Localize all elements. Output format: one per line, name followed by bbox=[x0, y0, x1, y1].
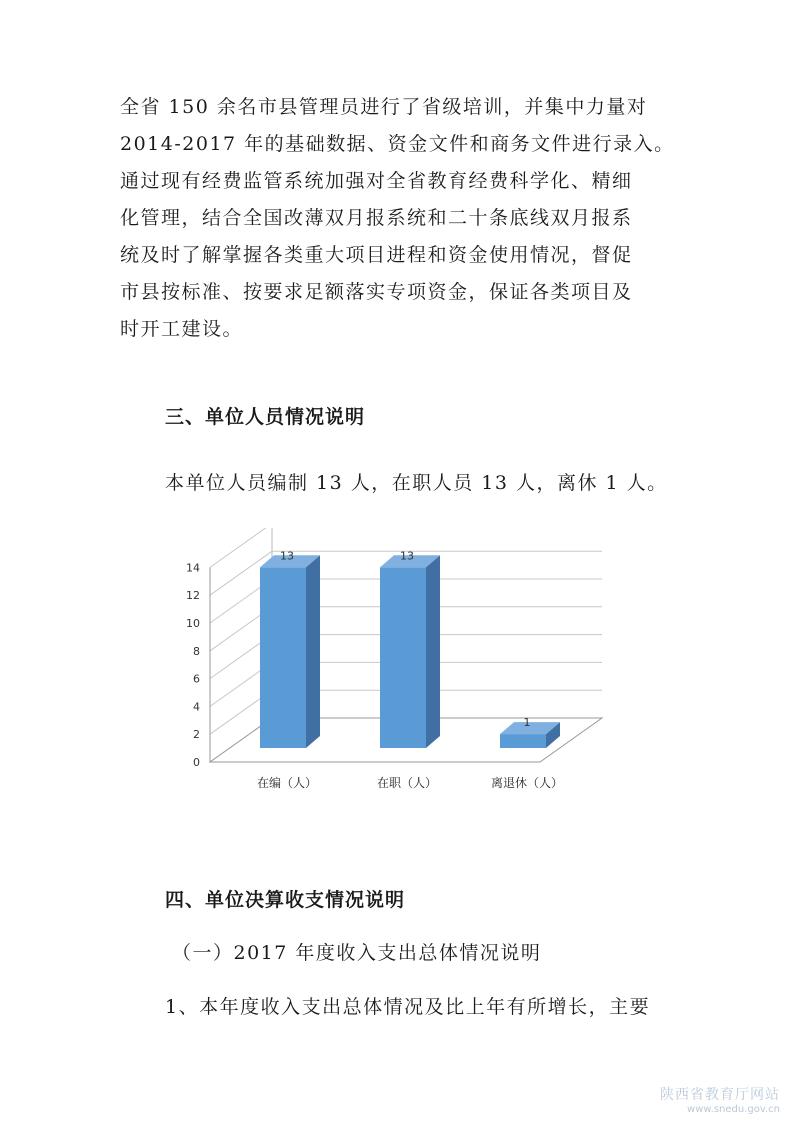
section-4-subheading: （一）2017 年度收入支出总体情况说明 bbox=[172, 942, 542, 964]
category-label: 在职（人） bbox=[376, 776, 438, 790]
bar bbox=[500, 734, 546, 748]
paragraph-line: 时开工建设。 bbox=[120, 318, 244, 340]
staff-bar-chart bbox=[180, 528, 620, 808]
paragraph-line: 统及时了解掌握各类重大项目进程和资金使用情况，督促 bbox=[120, 244, 633, 266]
site-watermark bbox=[660, 1084, 780, 1115]
bar bbox=[380, 567, 426, 748]
y-tick-label: 8 bbox=[193, 644, 200, 658]
bar bbox=[260, 567, 306, 748]
data-label: 13 bbox=[280, 549, 294, 563]
data-label: 1 bbox=[523, 716, 531, 730]
paragraph-line: 市县按标准、按要求足额落实专项资金，保证各类项目及 bbox=[120, 281, 633, 303]
paragraph-line: 化管理，结合全国改薄双月报系统和二十条底线双月报系 bbox=[120, 207, 633, 229]
y-tick-label: 10 bbox=[186, 617, 200, 630]
y-tick-label: 4 bbox=[193, 700, 200, 714]
bar-side bbox=[306, 555, 320, 748]
section-4-heading: 四、单位决算收支情况说明 bbox=[165, 889, 406, 911]
watermark-title: 陕西省教育厅网站 bbox=[660, 1087, 780, 1103]
gridline-diagonal bbox=[210, 528, 272, 567]
data-label: 13 bbox=[400, 549, 414, 563]
paragraph-line: 通过现有经费监管系统加强对全省教育经费科学化、精细 bbox=[120, 170, 633, 192]
y-tick-label: 12 bbox=[186, 589, 200, 603]
y-tick-label: 2 bbox=[193, 728, 200, 742]
category-label: 在编（人） bbox=[256, 776, 318, 790]
bar-side bbox=[426, 555, 440, 748]
paragraph-1 bbox=[120, 90, 700, 340]
paragraph-line: 2014-2017 年的基础数据、资金文件和商务文件进行录入。 bbox=[120, 133, 675, 155]
section-3-text: 本单位人员编制 13 人，在职人员 13 人，离休 1 人。 bbox=[165, 472, 668, 494]
section-4-item-1: 1、本年度收入支出总体情况及比上年有所增长，主要 bbox=[165, 996, 651, 1018]
category-label: 离退休（人） bbox=[490, 776, 564, 790]
y-tick-label: 14 bbox=[186, 561, 200, 575]
y-tick-label: 0 bbox=[193, 756, 200, 769]
section-3-heading: 三、单位人员情况说明 bbox=[165, 406, 366, 428]
paragraph-line: 全省 150 余名市县管理员进行了省级培训，并集中力量对 bbox=[120, 96, 648, 118]
y-tick-label: 6 bbox=[193, 672, 200, 686]
watermark-url: www.snedu.gov.cn bbox=[687, 1104, 780, 1115]
